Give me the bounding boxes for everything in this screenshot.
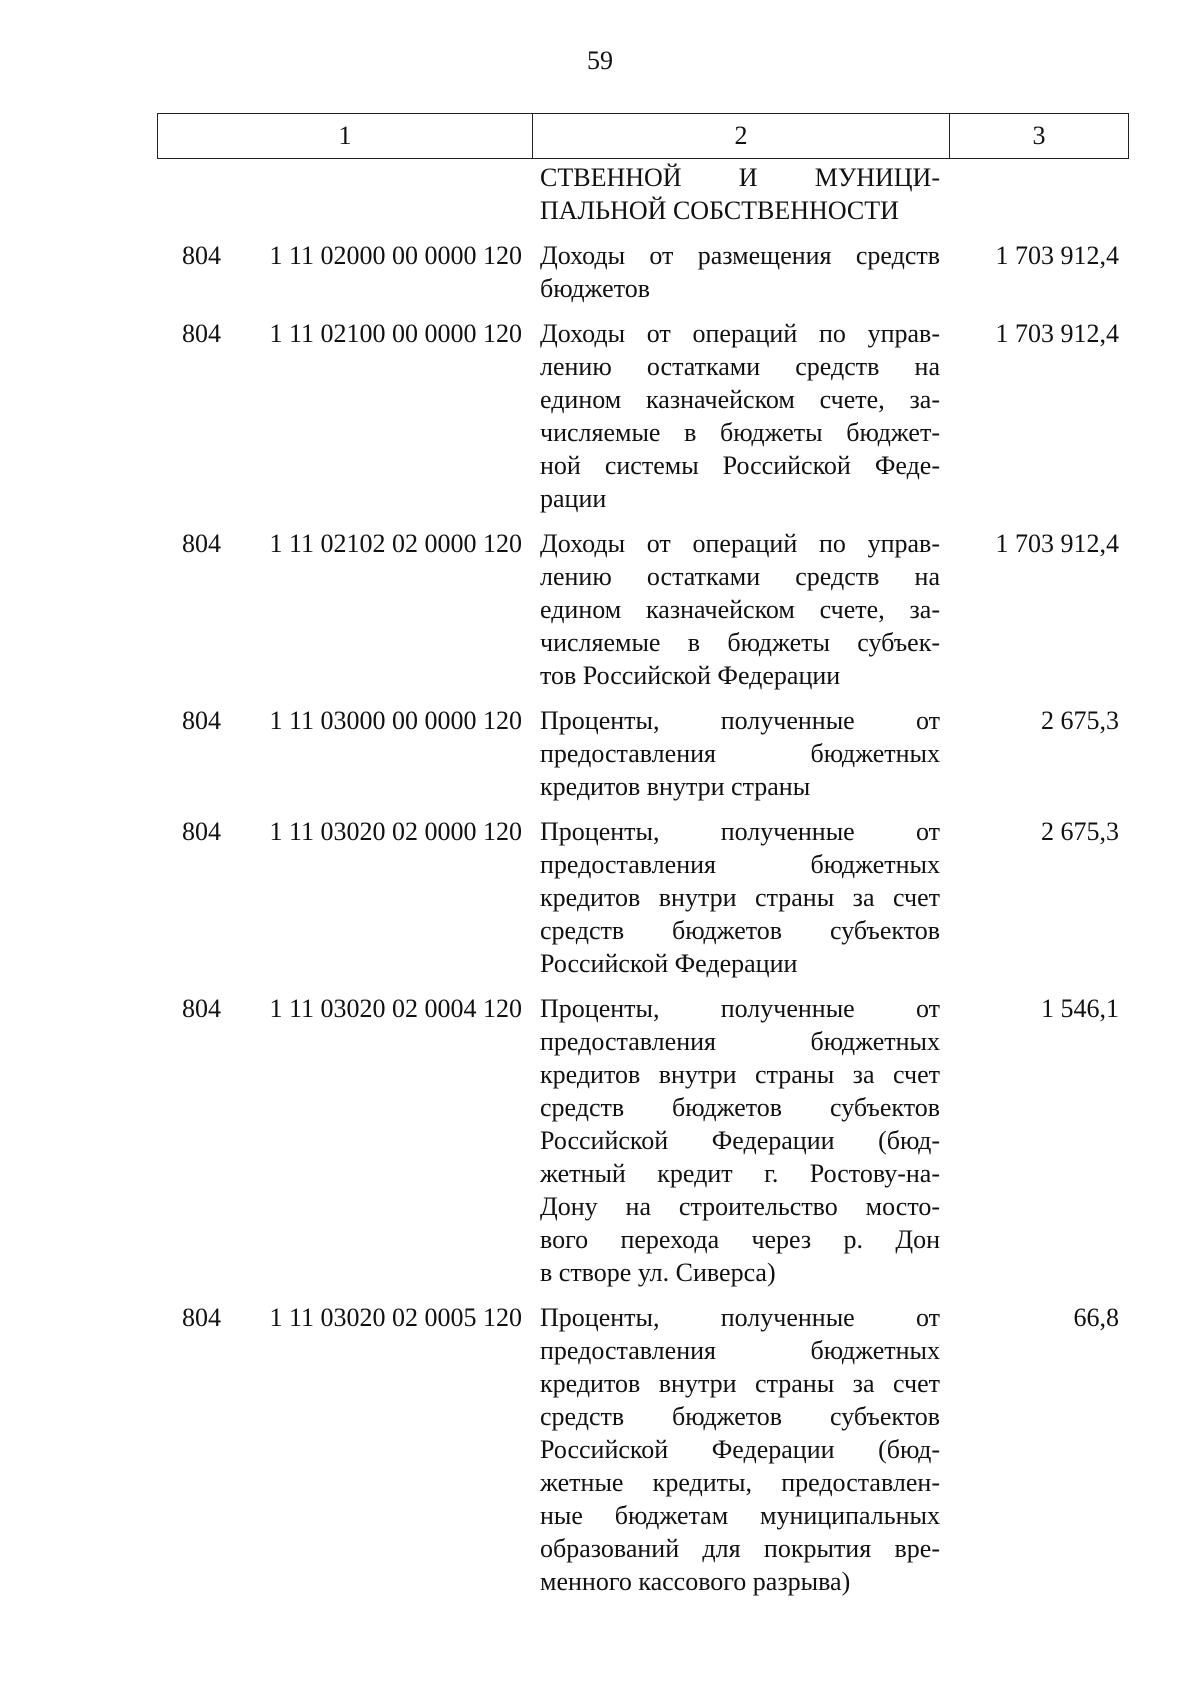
amount-value: 2 675,3 bbox=[1041, 706, 1119, 735]
income-name-line: менного кассового разрыва) bbox=[540, 1567, 851, 1596]
income-name-line: Проценты, полученные от bbox=[540, 1303, 940, 1332]
amount-value: 1 703 912,4 bbox=[995, 241, 1119, 270]
continuation-line: ПАЛЬНОЙ СОБСТВЕННОСТИ bbox=[540, 196, 899, 225]
amount-value: 1 703 912,4 bbox=[995, 319, 1119, 348]
income-name-line: предоставления бюджетных bbox=[540, 850, 940, 879]
continuation-row bbox=[157, 161, 1129, 227]
admin-code: 804 bbox=[182, 241, 221, 270]
income-name-line: тов Российской Федерации bbox=[540, 661, 841, 690]
amount-value: 1 703 912,4 bbox=[995, 529, 1119, 558]
income-name-line: средств бюджетов субъектов bbox=[540, 1402, 940, 1431]
income-name-line: Доходы от размещения средств bbox=[540, 241, 940, 270]
admin-code: 804 bbox=[182, 994, 221, 1023]
income-name-line: Проценты, полученные от bbox=[540, 706, 940, 735]
income-name-line: предоставления бюджетных bbox=[540, 1027, 940, 1056]
income-name-line: жетные кредиты, предоставлен- bbox=[540, 1468, 940, 1497]
income-name-line: жетный кредит г. Ростову-на- bbox=[540, 1159, 940, 1188]
income-name-line: Доходы от операций по управ- bbox=[540, 319, 940, 348]
budget-classification-code: 1 11 02100 00 0000 120 bbox=[269, 319, 522, 348]
table-body bbox=[157, 161, 1129, 1610]
continuation-line: СТВЕННОЙ И МУНИЦИ- bbox=[540, 163, 940, 192]
income-name-line: кредитов внутри страны bbox=[540, 772, 811, 801]
income-name bbox=[540, 815, 940, 980]
budget-classification-code: 1 11 03000 00 0000 120 bbox=[269, 706, 522, 735]
budget-classification-code: 1 11 02000 00 0000 120 bbox=[269, 241, 522, 270]
income-name-line: Проценты, полученные от bbox=[540, 817, 940, 846]
income-name-line: ной системы Российской Феде- bbox=[540, 451, 940, 480]
income-name bbox=[540, 527, 940, 692]
income-name-line: рации bbox=[540, 484, 607, 513]
budget-classification-code: 1 11 03020 02 0000 120 bbox=[269, 817, 522, 846]
income-name bbox=[540, 704, 940, 803]
income-name-line: средств бюджетов субъектов bbox=[540, 1093, 940, 1122]
income-name bbox=[540, 1301, 940, 1598]
income-name-line: ные бюджетам муниципальных bbox=[540, 1501, 940, 1530]
continuation-text bbox=[540, 161, 940, 227]
income-name bbox=[540, 992, 940, 1289]
income-name-line: предоставления бюджетных bbox=[540, 1336, 940, 1365]
income-name-line: числяемые в бюджеты бюджет- bbox=[540, 418, 940, 447]
header-col-2: 2 bbox=[533, 114, 950, 158]
amount-value: 2 675,3 bbox=[1041, 817, 1119, 846]
income-name-line: Проценты, полученные от bbox=[540, 994, 940, 1023]
amount-value: 66,8 bbox=[1073, 1303, 1119, 1332]
income-name-line: в створе ул. Сиверса) bbox=[540, 1258, 776, 1287]
income-name bbox=[540, 239, 940, 305]
income-name-line: образований для покрытия вре- bbox=[540, 1534, 940, 1563]
income-name-line: кредитов внутри страны за счет bbox=[540, 883, 940, 912]
table-header bbox=[157, 113, 1129, 159]
table-row bbox=[157, 527, 1129, 692]
income-name-line: Дону на строительство мосто- bbox=[540, 1192, 940, 1221]
income-name-line: Российской Федерации bbox=[540, 949, 798, 978]
income-name-line: лению остатками средств на bbox=[540, 352, 940, 381]
table-row bbox=[157, 704, 1129, 803]
table-row bbox=[157, 239, 1129, 305]
budget-classification-code: 1 11 03020 02 0005 120 bbox=[269, 1303, 522, 1332]
income-name-line: вого перехода через р. Дон bbox=[540, 1225, 940, 1254]
header-col-1: 1 bbox=[158, 114, 533, 158]
income-name bbox=[540, 317, 940, 515]
income-name-line: средств бюджетов субъектов bbox=[540, 916, 940, 945]
income-name-line: кредитов внутри страны за счет bbox=[540, 1060, 940, 1089]
table-row bbox=[157, 815, 1129, 980]
admin-code: 804 bbox=[182, 529, 221, 558]
income-name-line: лению остатками средств на bbox=[540, 562, 940, 591]
table-row bbox=[157, 992, 1129, 1289]
page-number: 59 bbox=[587, 46, 613, 75]
budget-classification-code: 1 11 02102 02 0000 120 bbox=[269, 529, 522, 558]
admin-code: 804 bbox=[182, 1303, 221, 1332]
income-name-line: едином казначейском счете, за- bbox=[540, 595, 940, 624]
admin-code: 804 bbox=[182, 706, 221, 735]
admin-code: 804 bbox=[182, 817, 221, 846]
income-name-line: предоставления бюджетных bbox=[540, 739, 940, 768]
income-name-line: едином казначейском счете, за- bbox=[540, 385, 940, 414]
income-name-line: кредитов внутри страны за счет bbox=[540, 1369, 940, 1398]
amount-value: 1 546,1 bbox=[1041, 994, 1119, 1023]
income-name-line: Российской Федерации (бюд- bbox=[540, 1435, 940, 1464]
budget-classification-code: 1 11 03020 02 0004 120 bbox=[269, 994, 522, 1023]
table-row bbox=[157, 317, 1129, 515]
income-name-line: Российской Федерации (бюд- bbox=[540, 1126, 940, 1155]
income-name-line: Доходы от операций по управ- bbox=[540, 529, 940, 558]
admin-code: 804 bbox=[182, 319, 221, 348]
table-row bbox=[157, 1301, 1129, 1598]
income-name-line: числяемые в бюджеты субъек- bbox=[540, 628, 940, 657]
header-col-3: 3 bbox=[1032, 121, 1046, 150]
income-name-line: бюджетов bbox=[540, 274, 651, 303]
